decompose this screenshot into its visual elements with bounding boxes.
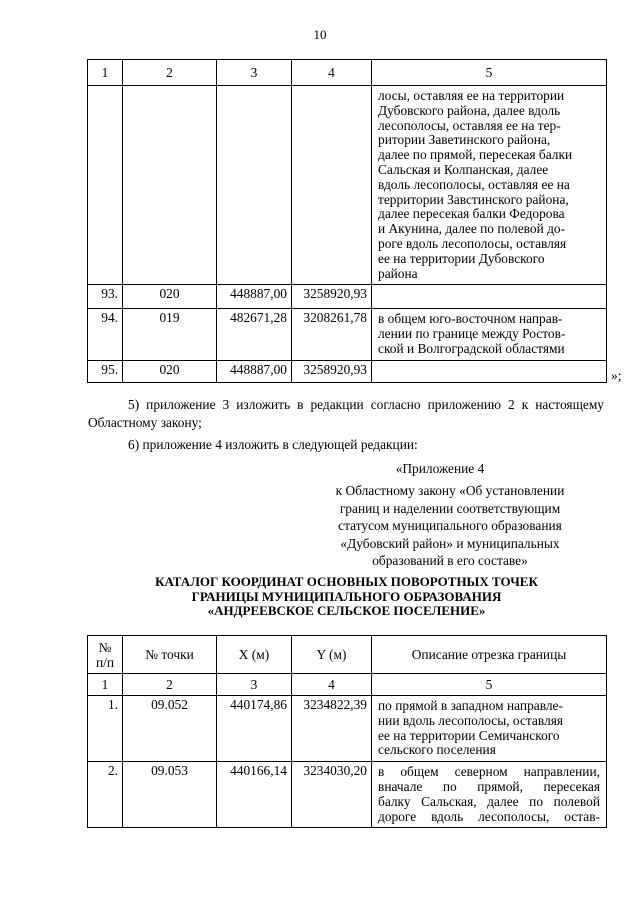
- row-number: 94.: [88, 309, 123, 360]
- table-header: [88, 636, 607, 674]
- header-x: X (м): [217, 636, 292, 674]
- col-number-5: 5: [372, 60, 607, 86]
- table-row: [88, 86, 607, 285]
- x-coordinate: 440174,86: [217, 696, 292, 762]
- appendix-reference: к Областному закону «Об установлении границ и наделении соответствующим статусом муниципального образования «Дубовский район» и муниципальных образований в его составе»: [335, 483, 565, 568]
- col-number-5: 5: [372, 674, 607, 696]
- col-number-4: 4: [292, 60, 372, 86]
- x-coordinate: 448887,00: [217, 360, 292, 382]
- x-coordinate: 440166,14: [217, 762, 292, 828]
- table-row: [88, 696, 607, 762]
- paragraph-5: 5) приложение 3 изложить в редакции согласно приложению 2 к настоящему Областному закону;: [88, 397, 604, 430]
- col-number-1: 1: [88, 60, 123, 86]
- row-description: в общем северном направлении, вначале по прямой, пересекая балку Сальская, далее по полевой дороге вдоль лесополосы, остав-: [372, 762, 607, 828]
- header-row-number: № п/п: [88, 636, 123, 674]
- row-description: в общем юго-восточном направ- лении по границе между Ростов- ской и Волгоградской областями: [372, 309, 607, 360]
- col-number-4: 4: [292, 674, 372, 696]
- row-number: 2.: [88, 762, 123, 828]
- header-y: Y (м): [292, 636, 372, 674]
- continuation-description: лосы, оставляя ее на территории Дубовского района, далее вдоль лесополосы, оставляя ее на тер- ритории Заветинского района, далее по прямой, пересекая балки Сальская и Колпанская, далее вдоль лесополосы, оставляя ее на территории Завстинского района, далее пересекая балки Федорова и Акунина, далее по полевой до- роге вдоль лесополосы, оставляя ее на территории Дубовского района: [372, 86, 607, 285]
- table-header-numbers: [88, 674, 607, 696]
- table-row: [88, 360, 607, 382]
- row-number: 1.: [88, 696, 123, 762]
- row-number: 95.: [88, 360, 123, 382]
- point-number: 020: [123, 360, 217, 382]
- y-coordinate: 3258920,93: [292, 285, 372, 309]
- header-description: Описание отрезка границы: [372, 636, 607, 674]
- page-number: 10: [313, 27, 327, 42]
- col-number-2: 2: [123, 674, 217, 696]
- x-coordinate: 448887,00: [217, 285, 292, 309]
- y-coordinate: 3234822,39: [292, 696, 372, 762]
- catalog-title: КАТАЛОГ КООРДИНАТ ОСНОВНЫХ ПОВОРОТНЫХ ТОЧЕК ГРАНИЦЫ МУНИЦИПАЛЬНОГО ОБРАЗОВАНИЯ «АНДРЕЕВСКОЕ СЕЛЬСКОЕ ПОСЕЛЕНИЕ»: [155, 574, 538, 618]
- row-description: [372, 360, 607, 382]
- coordinates-catalog-table: [87, 635, 607, 828]
- point-number: 020: [123, 285, 217, 309]
- point-number: 019: [123, 309, 217, 360]
- table-row: [88, 285, 607, 309]
- col-number-1: 1: [88, 674, 123, 696]
- table-row: [88, 309, 607, 360]
- appendix-title: «Приложение 4: [395, 461, 485, 476]
- point-number: 09.053: [123, 762, 217, 828]
- col-number-3: 3: [217, 60, 292, 86]
- coordinates-table-continued: [87, 59, 607, 383]
- paragraph-6: 6) приложение 4 изложить в следующей редакции:: [128, 437, 418, 452]
- closing-quote-mark: »;: [611, 368, 622, 383]
- col-number-2: 2: [123, 60, 217, 86]
- x-coordinate: 482671,28: [217, 309, 292, 360]
- header-point-number: № точки: [123, 636, 217, 674]
- y-coordinate: 3258920,93: [292, 360, 372, 382]
- row-number: 93.: [88, 285, 123, 309]
- point-number: 09.052: [123, 696, 217, 762]
- y-coordinate: 3234030,20: [292, 762, 372, 828]
- table-row: [88, 762, 607, 828]
- col-number-3: 3: [217, 674, 292, 696]
- row-description: [372, 285, 607, 309]
- table-header-numbers: [88, 60, 607, 86]
- y-coordinate: 3208261,78: [292, 309, 372, 360]
- row-description: по прямой в западном направле- нии вдоль лесополосы, оставляя ее на территории Семичанского сельского поселения: [372, 696, 607, 762]
